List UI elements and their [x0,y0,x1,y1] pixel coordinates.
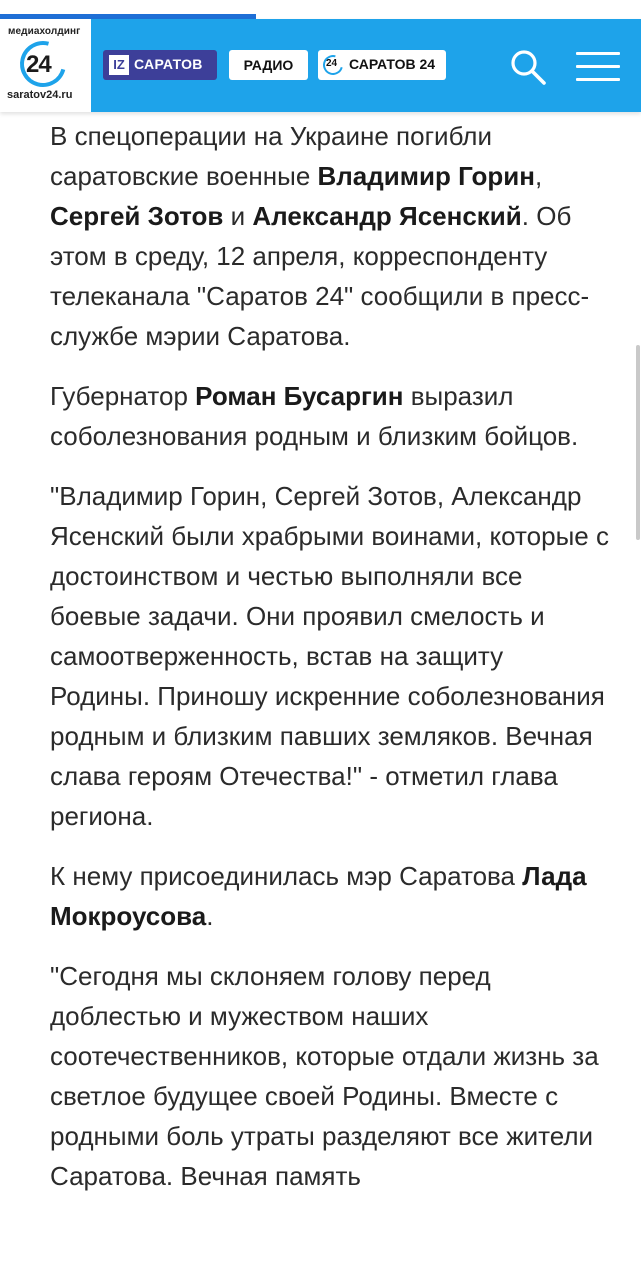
search-icon [508,47,548,87]
radio-link[interactable] [229,50,308,80]
paragraph-text: Губернатор [50,381,196,411]
menu-icon-line [576,65,620,68]
menu-icon-line [576,78,620,81]
paragraph-text: К нему присоединилась мэр Саратова [50,861,523,891]
paragraph-text: В спецоперации на Украине погибли саратовские военные [50,121,492,191]
person-name: Лада Мокроусова [50,861,587,931]
person-name: Роман Бусаргин [195,381,404,411]
paragraph-text: , [534,161,543,191]
saratov24-label: САРАТОВ 24 [349,56,436,72]
article-quote: "Владимир Горин, Сергей Зотов, Александр Ясенский были храбрыми воинами, которые с достоинством и честью выполняли все боевые задачи. Они проявил смелость и самоотверженность, встав на защиту Родины. Приношу искренние соболезнования родным и близким павших земляков. Вечная слава героям Отечества!" - отметил глава региона. [50,481,609,831]
paragraph-text: выразил соболезнования родным и близким бойцов. [50,381,579,451]
menu-icon-line [576,52,620,55]
site-header [0,19,641,112]
logo-number: 24 [26,51,51,78]
person-name: Владимир Горин [317,161,535,191]
person-name: Александр Ясенский [252,201,522,231]
paragraph-text: . [206,901,214,931]
radio-label: РАДИО [243,57,294,73]
site-logo[interactable] [0,19,91,112]
iz-saratov-label: САРАТОВ [134,56,203,72]
paragraph-text: . Об этом в среду, 12 апреля, корреспонденту телеканала "Саратов 24" сообщили в пресс-службе мэрии Саратова. [50,201,590,351]
saratov24-link[interactable] [318,50,446,80]
article-quote: "Сегодня мы склоняем голову перед доблестью и мужеством наших соотечественников, которые отдали жизнь за светлое будущее своей Родины. Вместе с родными боль утраты разделяют все жители Саратова. Вечная память [50,961,599,1191]
saratov24-logo-number: 24 [326,58,338,69]
person-name: Сергей Зотов [50,201,224,231]
logo-top-text: медиахолдинг [8,26,81,37]
article-paragraph [50,376,610,456]
logo-site-text: saratov24.ru [7,89,73,101]
reading-progress-track [0,0,641,19]
page-scrollbar[interactable] [636,345,640,540]
article-paragraph [50,116,610,356]
article-body [50,116,610,1216]
iz-saratov-link[interactable] [103,50,217,80]
search-button[interactable] [508,47,548,87]
paragraph-text: и [223,201,253,231]
iz-logo-icon: IZ [109,55,129,75]
article-paragraph [50,856,610,936]
menu-button[interactable] [576,52,620,82]
